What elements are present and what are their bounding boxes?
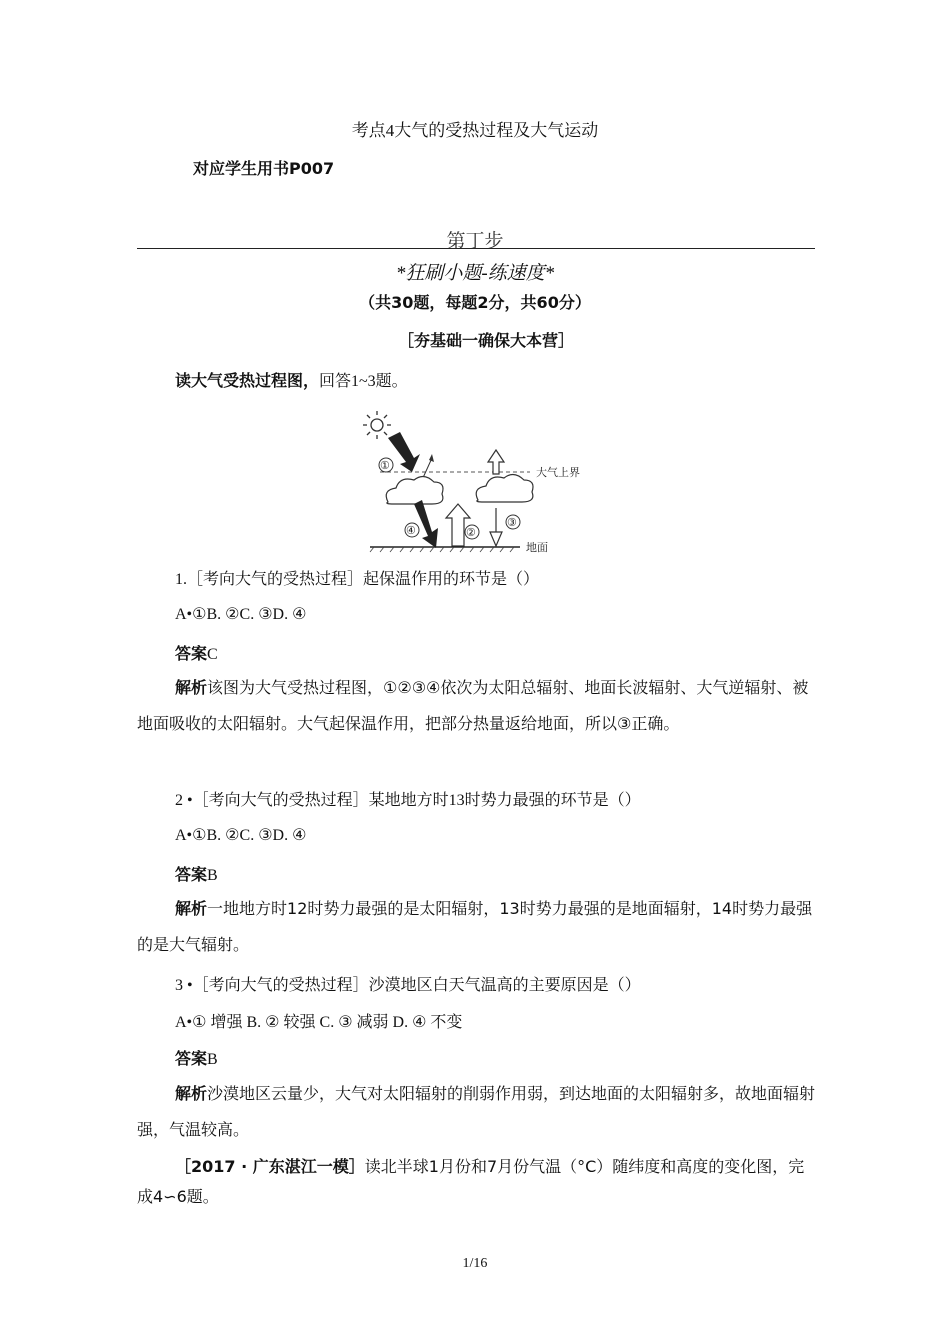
intro-bold: 读大气受热过程图， bbox=[175, 371, 320, 390]
counter-radiation-arrow bbox=[490, 532, 502, 546]
question-3-options: A•① 增强 B. ② 较强 C. ③ 减弱 D. ④ 不变 bbox=[175, 1014, 463, 1031]
cloud-right bbox=[476, 474, 533, 502]
question-1-stem: 1.［考向大气的受热过程］起保温作用的环节是（） bbox=[175, 571, 540, 588]
page-title: 考点4大气的受热过程及大气运动 bbox=[351, 121, 599, 140]
svg-text:②: ② bbox=[466, 526, 476, 539]
cloud-left bbox=[386, 476, 443, 504]
step-label: 第丁步 bbox=[446, 231, 504, 252]
ground-radiation-arrow bbox=[446, 504, 470, 546]
foundation-label: ［夯基础一确保大本营］ bbox=[398, 331, 575, 350]
svg-text:①: ① bbox=[380, 459, 390, 472]
ground-label: 地面 bbox=[526, 541, 548, 554]
section-banner: *狂刷小题-练速度* bbox=[395, 263, 555, 284]
question-1-analysis: 解析该图为大气受热过程图，①②③④依次为太阳总辐射、地面长波辐射、大气逆辐射、被地面吸收的太阳辐射。大气起保温作用，把部分热量返给地面，所以③正确。 bbox=[137, 678, 809, 733]
book-reference: 对应学生用书P007 bbox=[193, 159, 335, 178]
question-1-answer: 答案C bbox=[175, 644, 218, 663]
intro-line bbox=[175, 368, 408, 391]
intro-rest: 回答1~3题。 bbox=[319, 373, 408, 390]
ground-absorbed-arrow bbox=[414, 500, 438, 548]
question-3-answer: 答案B bbox=[175, 1049, 218, 1068]
question-2-analysis: 解析一地地方时12时势力最强的是太阳辐射，13时势力最强的是地面辐射，14时势力最强的是大气辐射。 bbox=[137, 899, 813, 954]
score-note: （共30题，每题2分，共60分） bbox=[359, 293, 591, 312]
question-2-options: A•①B. ②C. ③D. ④ bbox=[175, 827, 307, 844]
question-2-stem: 2 •［考向大气的受热过程］某地地方时13时势力最强的环节是（） bbox=[175, 792, 641, 809]
divider-rule bbox=[137, 248, 815, 249]
atmosphere-top-label: 大气上界 bbox=[536, 466, 580, 479]
question-3-stem: 3 •［考向大气的受热过程］沙漠地区白天气温高的主要原因是（） bbox=[175, 977, 641, 994]
heating-process-diagram bbox=[360, 408, 592, 558]
question-2-answer: 答案B bbox=[175, 865, 218, 884]
question-1-options: A•①B. ②C. ③D. ④ bbox=[175, 606, 307, 623]
sun-icon bbox=[363, 411, 391, 439]
svg-text:③: ③ bbox=[507, 516, 517, 529]
next-intro: ［2017 · 广东湛江一模］读北半球1月份和7月份气温（°C）随纬度和高度的变化图，完成4∽6题。 bbox=[137, 1157, 805, 1206]
svg-text:④: ④ bbox=[406, 524, 416, 537]
page-number: 1/16 bbox=[462, 1256, 488, 1271]
question-3-analysis: 解析沙漠地区云量少，大气对太阳辐射的削弱作用弱，到达地面的太阳辐射多，故地面辐射强，气温较高。 bbox=[137, 1084, 816, 1139]
